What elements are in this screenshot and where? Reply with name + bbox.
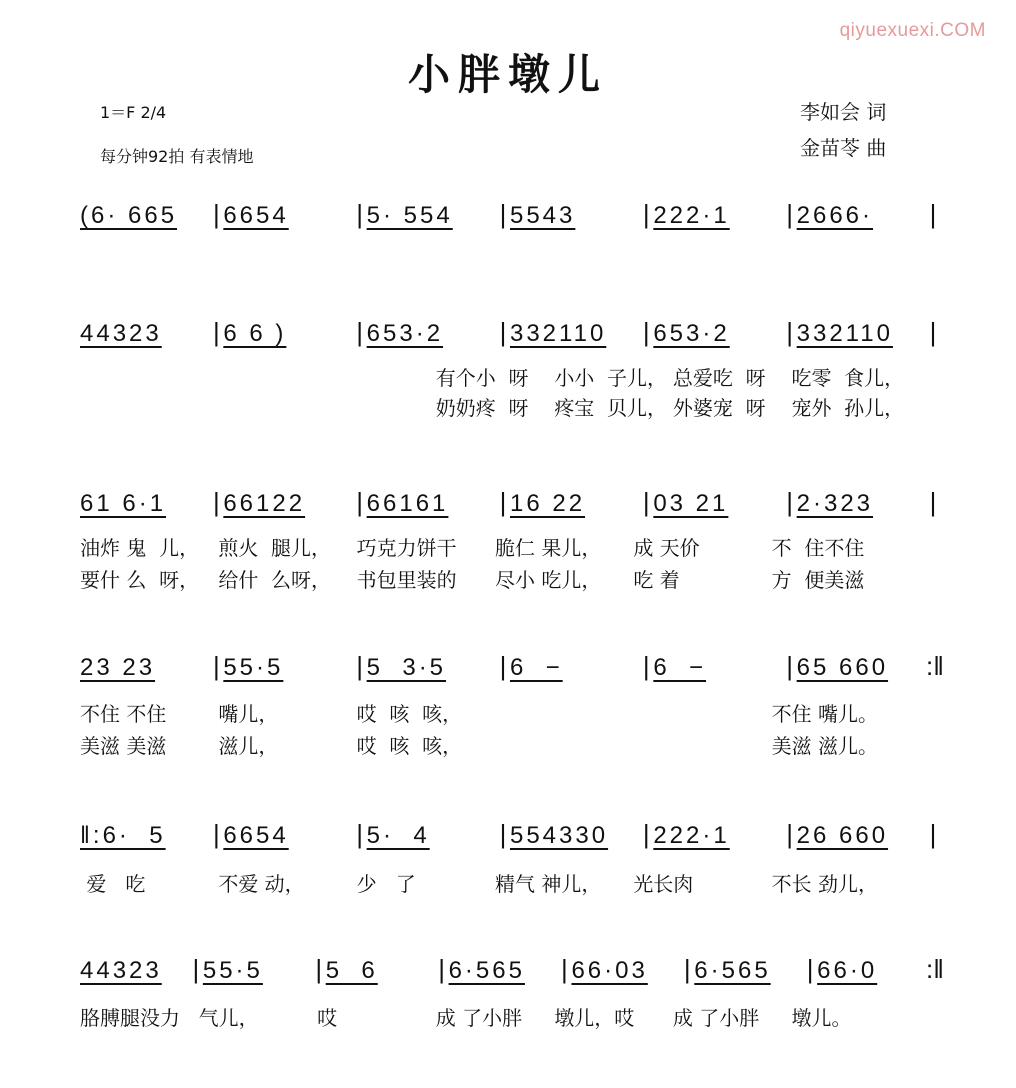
- lyric-segment: [317, 392, 436, 421]
- lyric-segment: 胳膊腿没力: [80, 1006, 180, 1030]
- song-title: 小胖墩儿: [407, 50, 608, 99]
- lyric-segment: 不爱 动，: [218, 872, 305, 896]
- lyric-segment: 书包里装的: [356, 568, 457, 592]
- score-system: [80, 820, 940, 850]
- barline: |: [356, 651, 364, 681]
- end-barline: :‖: [926, 954, 944, 984]
- lyric-segment: [495, 730, 633, 759]
- lyric-segment: 给什 么呀，: [218, 568, 332, 592]
- watermark: qiyuexuexi.COM: [839, 20, 986, 41]
- measure: 332110: [509, 320, 607, 347]
- barline: |: [642, 819, 650, 849]
- score-system: [80, 651, 944, 682]
- lyric-segment: 巧克力饼干: [356, 536, 457, 560]
- lyric-segment: 哎 咳 咳，: [356, 702, 463, 726]
- measure: 66122: [223, 490, 306, 517]
- lyric-segment: 成 了小胖: [435, 1006, 523, 1030]
- measure: 222·1: [653, 202, 730, 229]
- lyric-segment: 油炸 鬼 儿，: [80, 536, 200, 560]
- barline: |: [192, 954, 200, 984]
- lyric-segment: 不长 劲儿，: [771, 872, 878, 896]
- barline: |: [499, 487, 507, 517]
- lyric-segment: 哎 咳 咳，: [356, 734, 463, 758]
- lyric-segment: [199, 392, 318, 421]
- barline: |: [356, 487, 364, 517]
- measure: 66161: [366, 490, 449, 517]
- lyric-segment: 煎火 腿儿，: [218, 536, 332, 560]
- barline: |: [438, 954, 445, 984]
- lyric-segment: [495, 698, 633, 727]
- measure: 5 3·5: [366, 654, 447, 681]
- lyric-segment: 光长肉: [633, 872, 694, 896]
- barline: |: [499, 317, 507, 347]
- score-system: [80, 488, 940, 518]
- lyric-segment: [317, 362, 436, 391]
- end-barline: |: [929, 317, 937, 347]
- measure: 653·2: [653, 320, 730, 347]
- lyric-segment: 小小 子儿，: [554, 366, 668, 390]
- measure: 653·2: [366, 320, 444, 347]
- lyric-segment: 方 便美滋: [771, 568, 865, 592]
- lyric-segment: 吃 着: [633, 568, 680, 592]
- barline: |: [499, 199, 507, 229]
- barline: |: [683, 954, 691, 984]
- lyric-segment: 疼宝 贝儿，: [554, 396, 668, 420]
- lyric-segment: 气儿，: [198, 1006, 259, 1030]
- lyrics-line: [80, 532, 910, 561]
- measure: 554330: [509, 822, 609, 849]
- measure: 61 6·1: [80, 490, 167, 517]
- lyrics-line: [80, 362, 910, 391]
- lyric-segment: 不住 嘴儿。: [771, 702, 878, 726]
- barline: |: [561, 954, 568, 984]
- barline: |: [212, 651, 220, 681]
- barline: |: [642, 487, 650, 517]
- score-system: [80, 318, 940, 348]
- lyric-segment: 成 了小胖: [672, 1006, 760, 1030]
- barline: |: [212, 199, 220, 229]
- measure: 2·323: [796, 490, 874, 517]
- lyric-segment: 墩儿。: [791, 1006, 852, 1030]
- measure: 332110: [796, 320, 893, 347]
- lyric-segment: 美滋 美滋: [80, 734, 167, 758]
- measure: 55·5: [223, 654, 284, 681]
- lyric-segment: 美滋 滋儿。: [771, 734, 878, 758]
- lyric-segment: 精气 神儿，: [494, 872, 602, 896]
- measure: 65 660: [796, 654, 889, 681]
- measure: 16 22: [509, 490, 586, 517]
- measure: 6·565: [448, 957, 525, 984]
- lyrics-line: [80, 730, 910, 759]
- measure: 6 −: [509, 654, 563, 681]
- barline: |: [642, 199, 650, 229]
- lyric-segment: [80, 392, 199, 421]
- measure: 26 660: [796, 822, 889, 849]
- end-barline: :‖: [925, 651, 944, 681]
- key-signature: 1＝F 2/4: [100, 103, 167, 122]
- lyric-segment: 总爱吃 呀: [672, 366, 766, 390]
- measure: 66·03: [571, 957, 648, 984]
- lyric-segment: 成 天价: [633, 536, 700, 560]
- lyrics-line: [80, 698, 910, 727]
- measure: 6 −: [653, 654, 707, 681]
- lyric-segment: 墩儿，哎: [554, 1006, 635, 1030]
- lyrics-line: [80, 1002, 910, 1031]
- lyric-segment: 外婆宠 呀: [672, 396, 766, 420]
- lyric-segment: 不住 不住: [80, 702, 167, 726]
- lyric-segment: 嘴儿，: [218, 702, 279, 726]
- measure: 6654: [223, 202, 289, 229]
- measure: 222·1: [653, 822, 730, 849]
- measure: 2666·: [796, 202, 874, 229]
- barline: |: [499, 651, 507, 681]
- lyric-segment: [199, 362, 318, 391]
- lyric-segment: 哎: [317, 1006, 338, 1030]
- barline: |: [356, 317, 364, 347]
- measure: 6654: [223, 822, 289, 849]
- measure: 55·5: [202, 957, 263, 984]
- measure: 6·565: [694, 957, 771, 984]
- lyric-segment: [633, 730, 771, 759]
- measure: 03 21: [653, 490, 729, 517]
- barline: |: [212, 487, 220, 517]
- measure: 66·0: [817, 957, 878, 984]
- measure: 5· 554: [366, 202, 453, 229]
- lyric-segment: 吃零 食儿，: [791, 366, 905, 390]
- measure: ‖:6· 5: [80, 822, 166, 849]
- lyric-segment: 脆仁 果儿，: [494, 536, 602, 560]
- measure: 6 6 ): [223, 320, 287, 347]
- lyric-segment: 少 了: [356, 872, 416, 896]
- composer-credit: 金苗苓 曲: [800, 136, 887, 160]
- score-system: [80, 200, 940, 230]
- lyric-segment: [80, 362, 199, 391]
- barline: |: [212, 317, 220, 347]
- end-barline: |: [929, 819, 937, 849]
- measure: 44323: [80, 957, 162, 984]
- end-barline: |: [929, 487, 937, 517]
- measure: (6· 665: [80, 202, 178, 229]
- lyrics-line: [80, 392, 910, 421]
- lyric-segment: 爱 吃: [80, 872, 146, 896]
- measure: 23 23: [80, 654, 156, 681]
- lyric-segment: 宠外 孙儿，: [791, 396, 905, 420]
- barline: |: [786, 651, 794, 681]
- lyric-segment: 滋儿，: [218, 734, 279, 758]
- lyricist-credit: 李如会 词: [800, 100, 887, 124]
- measure: 5543: [509, 202, 576, 229]
- barline: |: [786, 487, 794, 517]
- measure: 44323: [80, 320, 162, 347]
- barline: |: [786, 199, 794, 229]
- measure: 5· 4: [366, 822, 430, 849]
- barline: |: [786, 317, 794, 347]
- barline: |: [356, 819, 364, 849]
- lyrics-line: [80, 564, 910, 593]
- lyric-segment: 奶奶疼 呀: [435, 396, 529, 420]
- barline: |: [315, 954, 323, 984]
- barline: |: [642, 317, 650, 347]
- barline: |: [356, 199, 364, 229]
- barline: |: [786, 819, 794, 849]
- lyrics-line: [80, 868, 910, 897]
- lyric-segment: 有个小 呀: [435, 366, 529, 390]
- end-barline: |: [929, 199, 937, 229]
- lyric-segment: 要什 么 呀，: [80, 568, 200, 592]
- measure: 5 6: [325, 957, 378, 984]
- lyric-segment: 不 住不住: [771, 536, 865, 560]
- lyric-segment: 尽小 吃儿，: [494, 568, 602, 592]
- lyric-segment: [633, 698, 771, 727]
- barline: |: [642, 651, 650, 681]
- barline: |: [212, 819, 220, 849]
- score-system: [80, 954, 944, 985]
- barline: |: [499, 819, 507, 849]
- barline: |: [806, 954, 814, 984]
- tempo-marking: 每分钟92拍 有表情地: [100, 147, 254, 166]
